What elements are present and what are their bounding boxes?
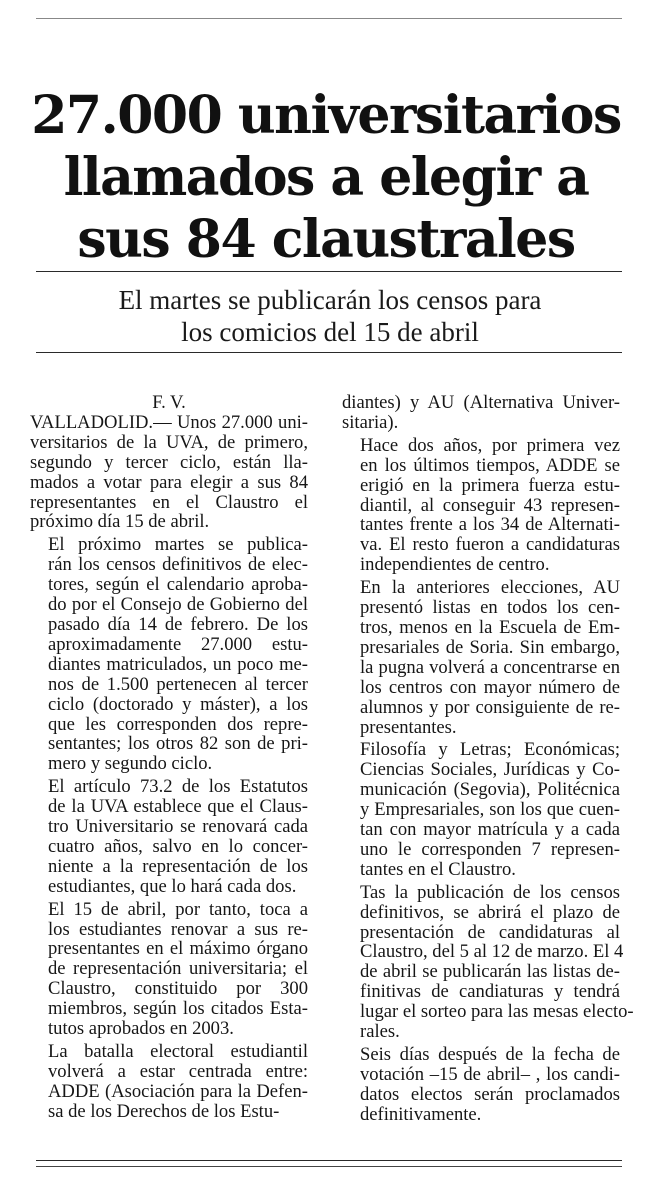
article-line: tan con mayor matrícula y a cada — [360, 819, 620, 841]
article-line: Hace dos años, por primera vez — [360, 434, 620, 456]
article-line: tantes frente a los 34 de Alternati- — [360, 514, 620, 536]
article-line: presentó listas en todos los cen- — [360, 597, 620, 619]
article-line: El 15 de abril, por tanto, toca a — [48, 898, 308, 920]
article-line: diantes matriculados, un poco me- — [48, 653, 308, 675]
article-line: versitarios de la UVA, de primero, — [30, 431, 308, 453]
article-column-right — [342, 392, 634, 1125]
bottom-rule-thin — [36, 1166, 622, 1167]
headline-line: llamados a elegir a — [63, 146, 589, 208]
right-paragraphs — [342, 392, 634, 1125]
article-line: de abril se publicarán las listas de- — [360, 961, 620, 983]
top-rule — [36, 18, 622, 19]
article-line: y Empresariales, son los que cuen- — [360, 799, 620, 821]
article-line: representantes en el Claustro el — [30, 491, 308, 513]
article-line: en los últimos tiempos, ADDE se — [360, 454, 620, 476]
article-line: tantes en el Claustro. — [360, 858, 516, 880]
article-line: de representación universitaria; el — [48, 958, 308, 980]
article-line: tros, menos en la Escuela de Em- — [360, 616, 620, 638]
left-paragraphs — [30, 413, 308, 1122]
byline: F. V. — [152, 392, 186, 413]
article-line: ADDE (Asociación para la Defen- — [48, 1080, 308, 1102]
subheadline-line: El martes se publicarán los censos para — [118, 285, 542, 315]
article-line: erigió en la primera fuerza estu- — [360, 474, 620, 496]
article-line: sa de los Derechos de los Estu- — [48, 1100, 280, 1122]
article-line: estudiantes, que lo hará cada dos. — [48, 875, 297, 897]
article-line: aproximadamente 27.000 estu- — [48, 633, 308, 655]
article-line: rales. — [360, 1021, 400, 1043]
article-paragraph — [342, 881, 634, 1043]
article-line: miembros, según los citados Esta- — [48, 998, 308, 1020]
article-paragraph — [30, 535, 308, 774]
article-line: que les corresponden dos repre- — [48, 713, 308, 735]
article-line: lugar el sorteo para las mesas electo- — [360, 1001, 634, 1023]
article-paragraph — [30, 413, 308, 532]
article-paragraph — [342, 578, 620, 737]
article-paragraph — [30, 900, 308, 1039]
headline-line: 27.000 universitarios — [31, 84, 621, 146]
article-line: volverá a estar centrada entre: — [48, 1060, 308, 1082]
article-line: La batalla electoral estudiantil — [48, 1041, 308, 1062]
article-line: definitivos, se abrirá el plazo de — [360, 901, 620, 923]
article-line: presariales de Soria. Sin embargo, — [360, 636, 620, 658]
article-line: segundo y tercer ciclo, están lla- — [30, 451, 308, 473]
article-line: los estudiantes renovar a sus re- — [48, 918, 308, 940]
article-line: diantes) y AU (Alternativa Univer- — [342, 392, 620, 413]
bottom-rule — [36, 1160, 622, 1161]
article-line: ciclo (doctorado y máster), a los — [48, 693, 308, 715]
article-paragraph — [342, 740, 620, 879]
subheadline-line: los comicios del 15 de abril — [181, 317, 479, 347]
article-line: En la anteriores elecciones, AU — [360, 577, 620, 599]
article-line: El artículo 73.2 de los Estatutos — [48, 776, 308, 798]
article-line: pasado día 14 de febrero. De los — [48, 613, 308, 635]
article-line: presentantes. — [360, 716, 457, 738]
article-line: uno le corresponden 7 represen- — [360, 838, 620, 860]
article-line: presentantes en el máximo órgano — [48, 938, 308, 960]
article-line: finitivas de candiaturas y tendrá — [360, 981, 620, 1003]
article-line: sentantes; los otros 82 son de pri- — [48, 733, 308, 755]
article-line: rán los censos definitivos de elec- — [48, 554, 308, 576]
article-paragraph — [342, 436, 620, 575]
article-line: mados a votar para elegir a sus 84 — [30, 471, 308, 493]
article-line: los centros con mayor número de — [360, 676, 620, 698]
headline — [20, 85, 632, 271]
article-line: votación –15 de abril– , los candi- — [360, 1063, 620, 1085]
article-line: do por el Consejo de Gobierno del — [48, 594, 308, 616]
article-paragraph — [30, 777, 308, 896]
article-line: sitaria). — [342, 411, 399, 433]
article-line: VALLADOLID.— Unos 27.000 uni- — [30, 411, 308, 433]
article-line: tro Universitario se renovará cada — [48, 816, 308, 838]
article-paragraph — [342, 393, 620, 433]
article-line: Claustro, constituido por 300 — [48, 978, 308, 1000]
article-line: tutos aprobados en 2003. — [48, 1018, 234, 1040]
article-line: la pugna volverá a concentrarse en — [360, 656, 620, 678]
article-line: próximo día 15 de abril. — [30, 511, 210, 533]
article-line: Filosofía y Letras; Económicas; — [360, 739, 620, 761]
article-line: nos de 1.500 pertenecen al tercer — [48, 673, 308, 695]
article-line: tores, según el calendario aproba- — [48, 574, 308, 596]
article-line: independientes de centro. — [360, 554, 550, 576]
article-line: diantil, al conseguir 43 represen- — [360, 494, 620, 516]
article-line: Tas la publicación de los censos — [360, 881, 620, 903]
article-paragraph — [342, 1045, 620, 1125]
article-line: cuatro años, salvo en lo concer- — [48, 835, 308, 857]
subheadline-rule — [36, 352, 622, 353]
headline-rule — [36, 271, 622, 272]
article-paragraph — [30, 1042, 308, 1122]
article-line: de la UVA establece que el Claus- — [48, 796, 308, 818]
article-line: mero y segundo ciclo. — [48, 753, 213, 775]
article-column-left — [30, 393, 308, 1122]
article-line: Ciencias Sociales, Jurídicas y Co- — [360, 759, 620, 781]
article-line: alumnos y por consiguiente de re- — [360, 696, 620, 718]
article-line: municación (Segovia), Politécnica — [360, 779, 620, 801]
article-line: datos electos serán proclamados — [360, 1083, 620, 1105]
article-line: El próximo martes se publica- — [48, 534, 308, 556]
article-line: definitivamente. — [360, 1103, 482, 1125]
article-line: niente a la representación de los — [48, 855, 308, 877]
article-line: Seis días después de la fecha de — [360, 1044, 620, 1065]
article-line: va. El resto fueron a candidaturas — [360, 534, 620, 556]
article-line: presentación de candidaturas al — [360, 921, 620, 943]
headline-line: sus 84 claustrales — [77, 208, 575, 270]
article-line: Claustro, del 5 al 12 de marzo. El 4 — [360, 941, 624, 963]
subheadline — [40, 284, 620, 348]
